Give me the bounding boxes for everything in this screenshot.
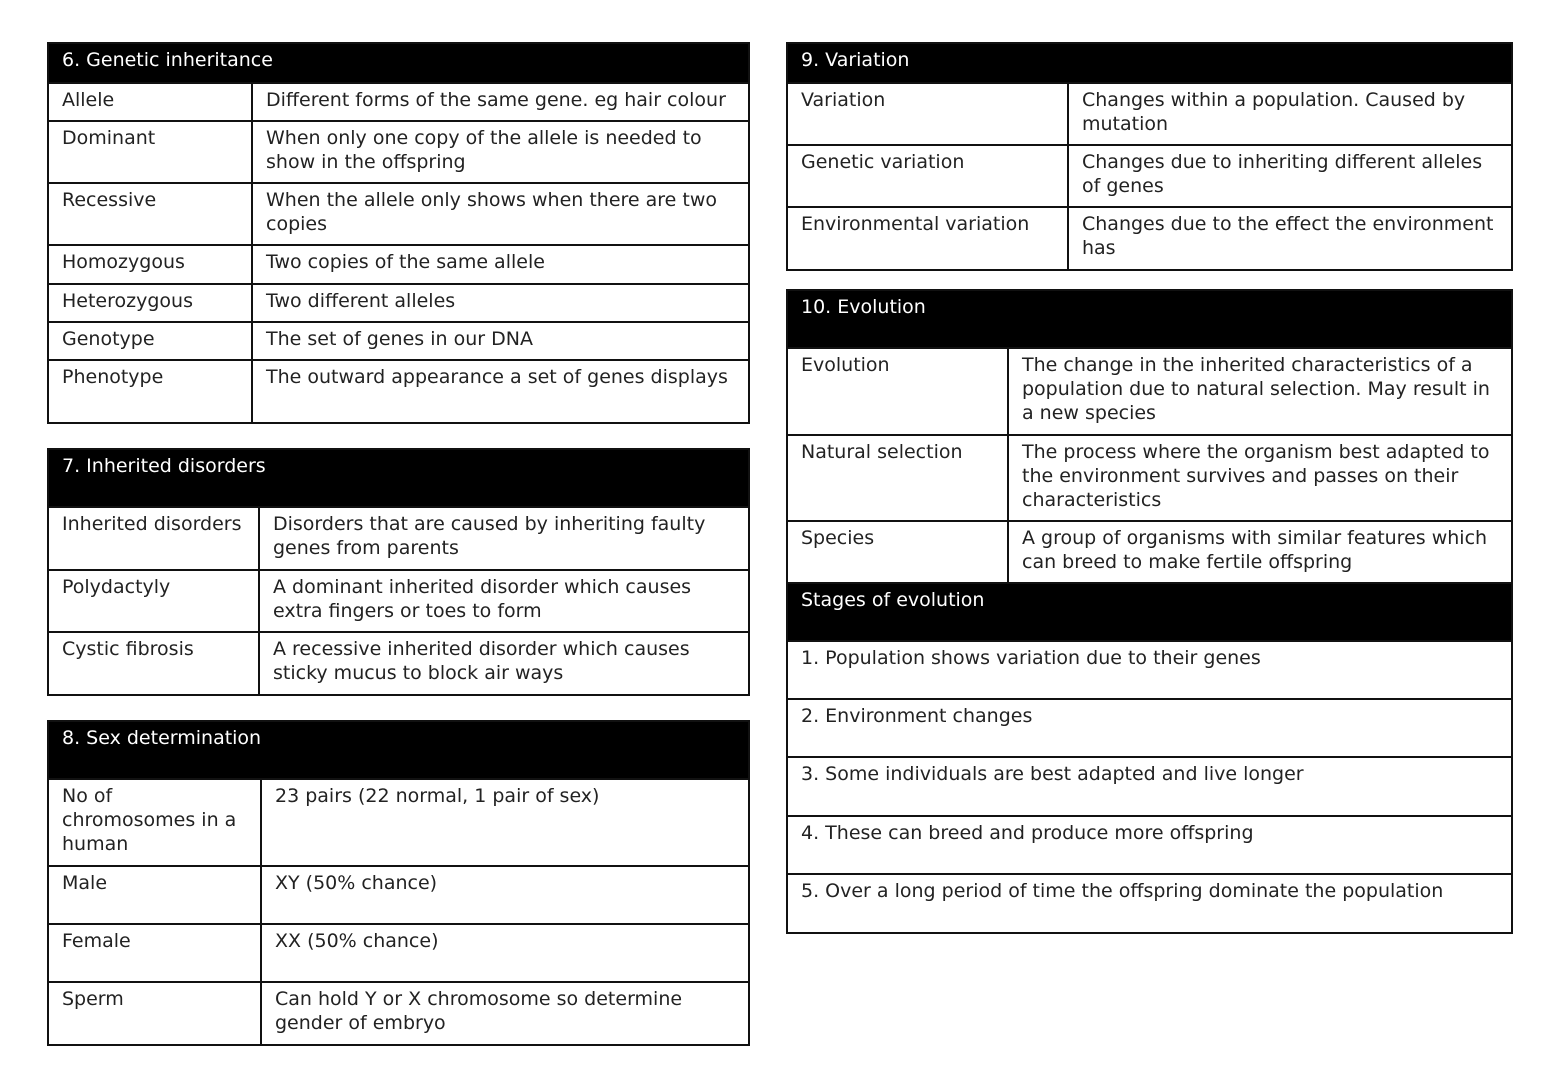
term-cell: Natural selection: [787, 435, 1008, 521]
term-cell: Recessive: [48, 183, 252, 245]
stage-row: [787, 874, 1512, 933]
stage-cell: 5. Over a long period of time the offspring dominate the population: [787, 874, 1512, 933]
table-row: [787, 348, 1512, 435]
stages-title: Stages of evolution: [787, 583, 1512, 641]
section-title: 8. Sex determination: [48, 721, 749, 779]
table-row: [48, 121, 749, 183]
definition-cell: When the allele only shows when there are two copies: [252, 183, 749, 245]
definition-cell: The change in the inherited characteristics of a population due to natural selection. May result in a new species: [1008, 348, 1512, 435]
table-row: [48, 570, 749, 632]
stage-row: [787, 641, 1512, 699]
definition-cell: Changes within a population. Caused by mutation: [1068, 83, 1512, 145]
stage-row: [787, 757, 1512, 816]
stage-cell: 2. Environment changes: [787, 699, 1512, 757]
term-cell: No of chromosomes in a human: [48, 779, 261, 866]
term-cell: Evolution: [787, 348, 1008, 435]
term-cell: Genotype: [48, 322, 252, 360]
table-row: [787, 83, 1512, 145]
definition-cell: A group of organisms with similar features which can breed to make fertile offspring: [1008, 521, 1512, 583]
definition-cell: A dominant inherited disorder which causes extra fingers or toes to form: [259, 570, 749, 632]
definition-cell: Disorders that are caused by inheriting faulty genes from parents: [259, 507, 749, 570]
definition-cell: A recessive inherited disorder which causes sticky mucus to block air ways: [259, 632, 749, 695]
term-cell: Polydactyly: [48, 570, 259, 632]
term-cell: Heterozygous: [48, 284, 252, 322]
table-row: [48, 245, 749, 284]
table-row: [48, 322, 749, 360]
term-cell: Female: [48, 924, 261, 982]
term-cell: Dominant: [48, 121, 252, 183]
evolution-table: [786, 289, 1513, 934]
definition-cell: XX (50% chance): [261, 924, 749, 982]
stage-cell: 3. Some individuals are best adapted and live longer: [787, 757, 1512, 816]
definition-cell: 23 pairs (22 normal, 1 pair of sex): [261, 779, 749, 866]
term-cell: Variation: [787, 83, 1068, 145]
table-row: [48, 866, 749, 924]
stage-cell: 1. Population shows variation due to their genes: [787, 641, 1512, 699]
definition-cell: Changes due to the effect the environment has: [1068, 207, 1512, 270]
table-row: [787, 521, 1512, 583]
table-row: [48, 632, 749, 695]
section-title: 9. Variation: [787, 43, 1512, 83]
term-cell: Genetic variation: [787, 145, 1068, 207]
stage-row: [787, 816, 1512, 874]
definition-cell: The process where the organism best adapted to the environment survives and passes on their characteristics: [1008, 435, 1512, 521]
definition-cell: Different forms of the same gene. eg hair colour: [252, 83, 749, 121]
section-title: 7. Inherited disorders: [48, 449, 749, 507]
table-row: [48, 982, 749, 1045]
table-row: [48, 83, 749, 121]
definition-cell: When only one copy of the allele is needed to show in the offspring: [252, 121, 749, 183]
section-title: 6. Genetic inheritance: [48, 43, 749, 83]
table-row: [787, 145, 1512, 207]
table-row: [787, 207, 1512, 270]
definition-cell: The outward appearance a set of genes displays: [252, 360, 749, 423]
stage-row: [787, 699, 1512, 757]
section-title: 10. Evolution: [787, 290, 1512, 348]
term-cell: Sperm: [48, 982, 261, 1045]
table-row: [48, 924, 749, 982]
definition-cell: XY (50% chance): [261, 866, 749, 924]
term-cell: Inherited disorders: [48, 507, 259, 570]
genetic-inheritance-table: [47, 42, 750, 424]
inherited-disorders-table: [47, 448, 750, 696]
definition-cell: Can hold Y or X chromosome so determine gender of embryo: [261, 982, 749, 1045]
definition-cell: The set of genes in our DNA: [252, 322, 749, 360]
table-row: [48, 507, 749, 570]
term-cell: Phenotype: [48, 360, 252, 423]
table-row: [48, 284, 749, 322]
term-cell: Cystic fibrosis: [48, 632, 259, 695]
term-cell: Species: [787, 521, 1008, 583]
definition-cell: Two copies of the same allele: [252, 245, 749, 284]
variation-table: [786, 42, 1513, 271]
stage-cell: 4. These can breed and produce more offspring: [787, 816, 1512, 874]
table-row: [787, 435, 1512, 521]
table-row: [48, 360, 749, 423]
definition-cell: Two different alleles: [252, 284, 749, 322]
sex-determination-table: [47, 720, 750, 1046]
table-row: [48, 183, 749, 245]
term-cell: Environmental variation: [787, 207, 1068, 270]
term-cell: Male: [48, 866, 261, 924]
definition-cell: Changes due to inheriting different alleles of genes: [1068, 145, 1512, 207]
term-cell: Allele: [48, 83, 252, 121]
term-cell: Homozygous: [48, 245, 252, 284]
table-row: [48, 779, 749, 866]
